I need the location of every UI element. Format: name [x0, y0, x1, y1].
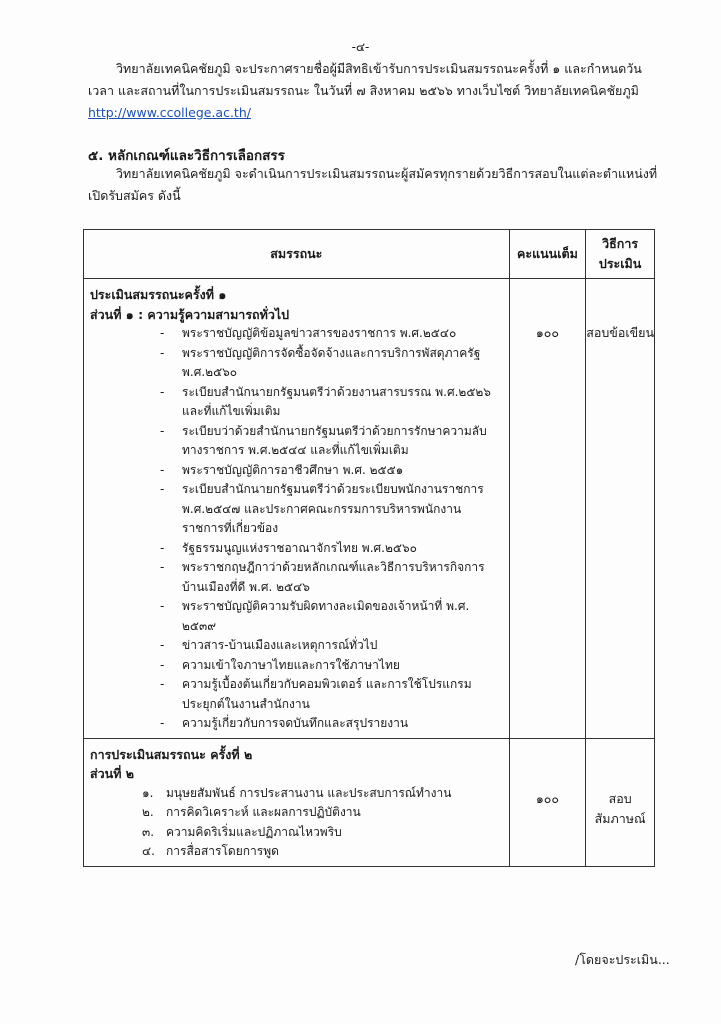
header-method-line1: วิธีการ — [602, 236, 639, 251]
list-item-text: พระราชกฤษฎีกาว่าด้วยหลักเกณฑ์และวิธีการบริหารกิจการบ้านเมืองที่ดี พ.ศ. ๒๕๔๖ — [182, 560, 485, 594]
list-item-text: พระราชบัญญัติข้อมูลข่าวสารของราชการ พ.ศ.๒๕๔๐ — [182, 326, 457, 340]
dash-bullet: - — [160, 462, 165, 477]
list-item — [90, 842, 503, 862]
intro-line-2: เวลา และสถานที่ในการประเมินสมรรถนะ ในวันที่ ๗ สิงหาคม ๒๕๖๖ ทางเว็บไซต์ วิทยาลัยเทคนิคชัยภูมิ — [88, 83, 639, 98]
dash-bullet: - — [160, 657, 165, 672]
item-number: ๑. — [142, 785, 154, 800]
section-line-2: เปิดรับสมัคร ดังนี้ — [88, 188, 181, 203]
header-method — [586, 230, 655, 279]
list-item-text: พระราชบัญญัติการจัดซื้อจัดจ้างและการบริการพัสดุภาครัฐ พ.ศ.๒๕๖๐ — [182, 345, 481, 379]
dash-bullet: - — [160, 345, 165, 360]
header-full-score: คะแนนเต็ม — [509, 230, 586, 279]
list-item — [90, 539, 503, 559]
list-item — [90, 803, 503, 823]
table-row-round1 — [84, 279, 655, 739]
list-item-text: ความเข้าใจภาษาไทยและการใช้ภาษาไทย — [182, 657, 400, 672]
round2-item-list — [90, 784, 503, 862]
list-item-text: ความรู้เบื้องต้นเกี่ยวกับคอมพิวเตอร์ และการใช้โปรแกรมประยุกต์ในงานสำนักงาน — [182, 677, 472, 711]
dash-bullet: - — [160, 482, 165, 496]
list-item-text: ระเบียบสำนักนายกรัฐมนตรีว่าด้วยระเบียบพนักงานราชการ พ.ศ.๒๕๔๗ และประกาศคณะกรรมการบริหารพนักงานราชการที่เกี่ยวข้อง — [182, 482, 484, 535]
round2-score: ๑๐๐ — [535, 790, 560, 806]
round1-method: สอบข้อเขียน — [586, 325, 655, 340]
item-number: ๒. — [142, 805, 154, 819]
list-item-text: การสื่อสารโดยการพูด — [166, 844, 279, 858]
round2-title: การประเมินสมรรถนะ ครั้งที่ ๒ — [90, 746, 253, 762]
list-item-text: ระเบียบว่าด้วยสำนักนายกรัฐมนตรีว่าด้วยการรักษาความลับทางราชการ พ.ศ.๒๕๔๔ และที่แก้ไขเพิ่มเติม — [182, 423, 487, 457]
dash-bullet: - — [160, 638, 165, 652]
table-header-row — [84, 230, 655, 279]
list-item — [90, 597, 503, 636]
section-paragraph — [88, 163, 678, 207]
list-item — [90, 480, 503, 539]
dash-bullet: - — [160, 384, 165, 399]
list-item — [90, 324, 503, 344]
list-item — [90, 784, 503, 804]
round1-competency-cell — [84, 279, 510, 739]
round1-score: ๑๐๐ — [535, 325, 560, 340]
round2-method-cell — [586, 738, 655, 866]
table-row-round2 — [84, 738, 655, 866]
list-item-text: ข่าวสาร-บ้านเมืองและเหตุการณ์ทั่วไป — [182, 638, 378, 652]
list-item-text: พระราชบัญญัติความรับผิดทางละเมิดของเจ้าหน้าที่ พ.ศ. ๒๕๓๙ — [182, 599, 470, 633]
dash-bullet: - — [160, 599, 165, 613]
list-item — [90, 675, 503, 714]
section-line-1: วิทยาลัยเทคนิคชัยภูมิ จะดำเนินการประเมินสมรรถนะผู้สมัครทุกรายด้วยวิธีการสอบในแต่ละตำแหน่งที่ — [116, 166, 658, 181]
intro-paragraph — [88, 58, 678, 124]
round2-score-cell — [509, 738, 586, 866]
list-item-text: ระเบียบสำนักนายกรัฐมนตรีว่าด้วยงานสารบรรณ พ.ศ.๒๕๒๖ และที่แก้ไขเพิ่มเติม — [182, 384, 491, 418]
competency-table — [83, 229, 655, 867]
round1-item-list — [90, 324, 503, 734]
section-heading: ๕. หลักเกณฑ์และวิธีการเลือกสรร — [88, 148, 285, 164]
header-method-line2: ประเมิน — [598, 256, 642, 271]
list-item — [90, 823, 503, 843]
list-item-text: ความรู้เกี่ยวกับการจดบันทึกและสรุปรายงาน — [182, 716, 409, 730]
round2-competency-cell — [84, 738, 510, 866]
list-item — [90, 636, 503, 656]
list-item — [90, 422, 503, 461]
list-item-text: มนุษยสัมพันธ์ การประสานงาน และประสบการณ์ทำงาน — [166, 785, 452, 800]
continuation-footer: /โดยจะประเมิน... — [575, 952, 670, 967]
round1-score-cell — [509, 279, 586, 739]
dash-bullet: - — [160, 716, 165, 730]
dash-bullet: - — [160, 326, 165, 340]
round1-part: ส่วนที่ ๑ : ความรู้ความสามารถทั่วไป — [90, 306, 290, 322]
page-number: -๔- — [351, 40, 370, 54]
round2-part: ส่วนที่ ๒ — [90, 766, 135, 781]
round2-method: สอบสัมภาษณ์ — [594, 790, 646, 826]
list-item — [90, 344, 503, 383]
header-competency: สมรรถนะ — [84, 230, 510, 279]
list-item-text: พระราชบัญญัติการอาชีวศึกษา พ.ศ. ๒๕๕๑ — [182, 462, 404, 477]
list-item-text: ความคิดริเริ่มและปฏิภาณไหวพริบ — [166, 824, 342, 839]
list-item — [90, 656, 503, 676]
item-number: ๔. — [142, 844, 155, 858]
item-number: ๓. — [142, 824, 155, 839]
list-item — [90, 383, 503, 422]
dash-bullet: - — [160, 540, 165, 555]
list-item — [90, 558, 503, 597]
round1-title: ประเมินสมรรถนะครั้งที่ ๑ — [90, 287, 227, 302]
list-item-text: รัฐธรรมนูญแห่งราชอาณาจักรไทย พ.ศ.๒๕๖๐ — [182, 540, 417, 555]
website-link[interactable]: http://www.ccollege.ac.th/ — [88, 105, 251, 120]
list-item — [90, 714, 503, 734]
list-item — [90, 461, 503, 481]
round1-method-cell — [586, 279, 655, 739]
dash-bullet: - — [160, 560, 165, 574]
intro-line-1: วิทยาลัยเทคนิคชัยภูมิ จะประกาศรายชื่อผู้มีสิทธิเข้ารับการประเมินสมรรถนะครั้งที่ ๑ และกำหนดวัน — [116, 61, 642, 76]
dash-bullet: - — [160, 423, 165, 438]
dash-bullet: - — [160, 677, 165, 691]
list-item-text: การคิดวิเคราะห์ และผลการปฏิบัติงาน — [166, 805, 361, 819]
